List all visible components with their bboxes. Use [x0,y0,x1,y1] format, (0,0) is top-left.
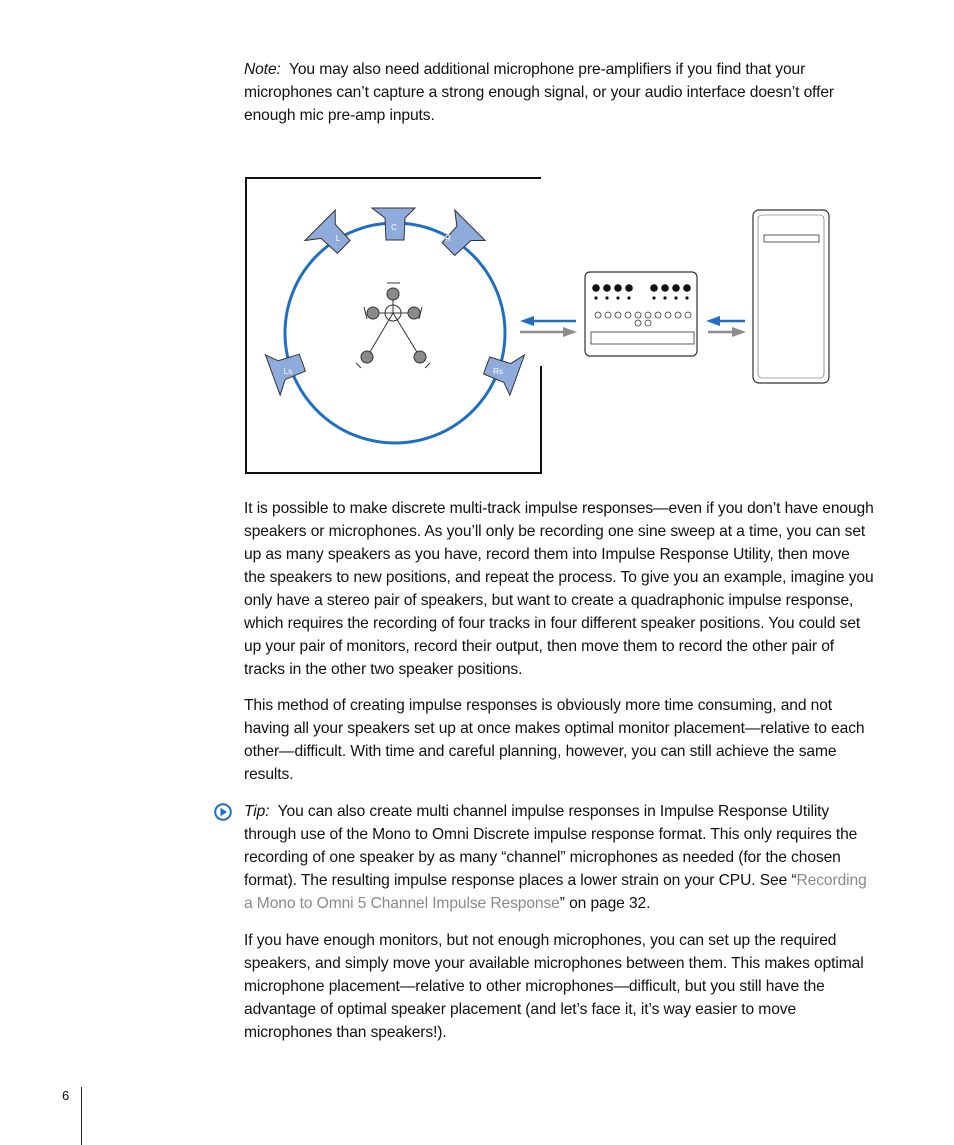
note-paragraph [244,58,874,127]
mic-right-surround [414,351,426,363]
speaker-circle [285,223,505,443]
tip-text-after: ” on page 32. [559,895,651,912]
note-text: You may also need additional microphone pre-amplifiers if you find that your microphones can’t capture a strong enough signal, or your audio interface doesn’t offer enough mic pre-amp inputs. [244,61,835,124]
cross-reference-link[interactable]: Recording a Mono to Omni 5 Channel Impulse Response [244,872,867,912]
speaker-left [305,210,358,263]
body-paragraph-2: This method of creating impulse responses is obviously more time consuming, and not having all your speakers set up at once makes optimal monitor placement—relative to each other—difficult. With time and careful planning, however, you can still achieve the same results. [244,697,865,783]
mic-center [387,288,399,300]
audio-interface [585,272,697,356]
speaker-left-surround-label: Ls [283,367,293,376]
signal-arrows-right [706,316,746,337]
page-divider [81,1087,82,1145]
speaker-right [432,210,485,263]
speaker-right-label: R [445,234,451,243]
speaker-left-label: L [335,234,341,243]
computer-tower [753,210,829,383]
tip-text-before: You can also create multi channel impulse responses in Impulse Response Utility through use of the Mono to Omni Discrete impulse response format. This only requires the recording of one speaker by as many “channel” microphones as needed (for the chosen format). The resulting impulse response places a lower strain on your CPU. See “ [244,803,858,889]
speaker-right-surround-label: Rs [493,367,503,376]
tip-paragraph [244,800,874,915]
surround-setup-diagram [240,170,840,480]
tip-lead: Tip: [244,803,270,820]
speaker-center-label: C [391,223,397,232]
microphone-array [356,283,430,368]
note-lead: Note: [244,61,281,78]
mic-left [367,307,379,319]
signal-arrows-left [520,316,577,337]
body-paragraph-1: It is possible to make discrete multi-track impulse responses—even if you don’t have enough speakers or microphones. As you’ll only be recording one sine sweep at a time, you can set up as many speakers as you have, record them into Impulse Response Utility, then move the speakers to new positions, and repeat the process. To give you an example, imagine you only have a stereo pair of speakers, but want to create a quadraphonic impulse response, which requires the recording of four tracks in four different speaker positions. You could set up your pair of monitors, record their output, then move them to record the other pair of tracks in the other two speaker positions. [244,500,874,678]
body-paragraph-3: If you have enough monitors, but not enough microphones, you can set up the required speakers, and simply move your available microphones between them. This makes optimal microphone placement—relative to other microphones—difficult, but you still have the advantage of optimal speaker placement (and let’s face it, it’s way easier to move microphones than speakers!). [244,932,864,1041]
page-number: 6 [62,1088,70,1103]
mic-left-surround [361,351,373,363]
tip-arrow-icon [214,803,232,821]
mic-right [408,307,420,319]
